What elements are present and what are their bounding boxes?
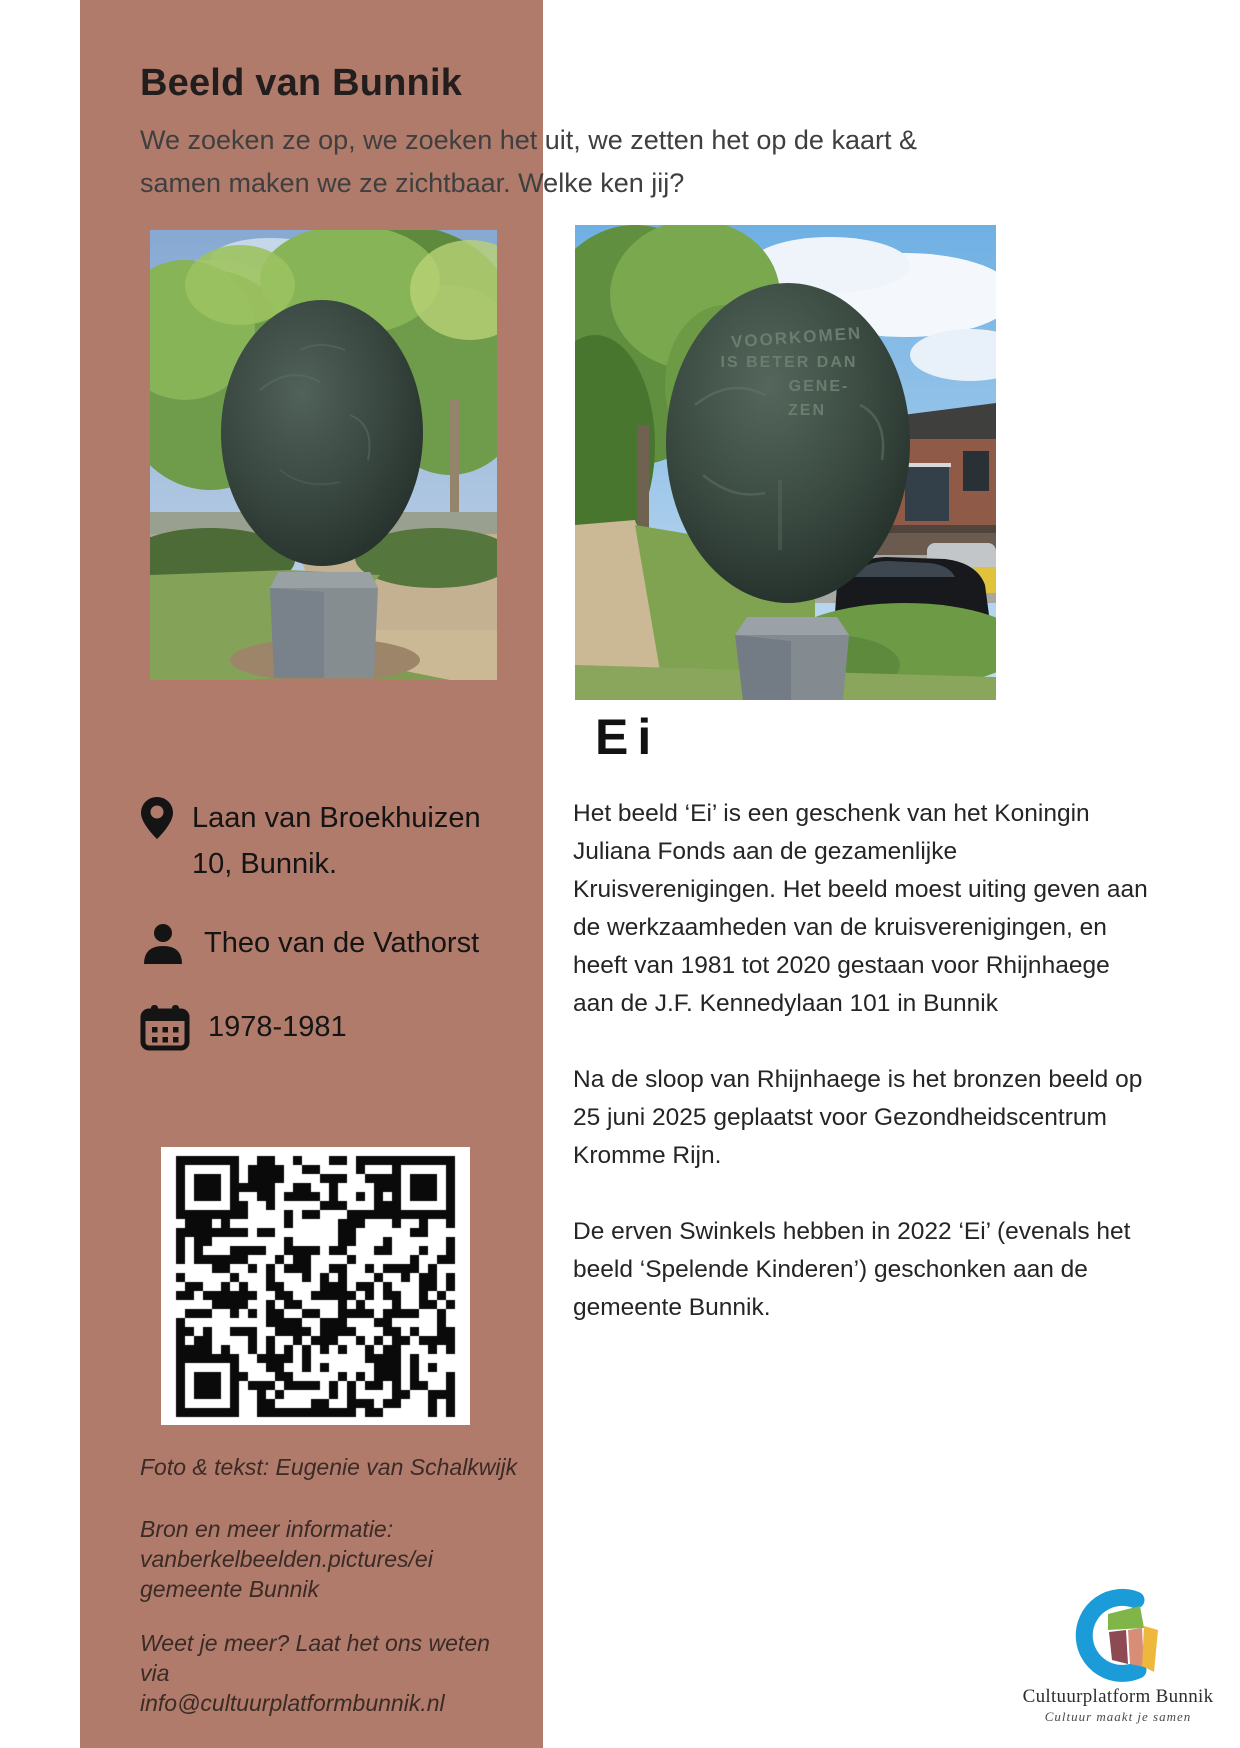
location-text: Laan van Broekhuizen 10, Bunnik. [192,802,481,880]
years-item [140,1003,500,1051]
egg-engraving-line-3: GENE- [788,378,850,395]
logo-name: Cultuurplatform Bunnik [1022,1686,1214,1707]
location-pin-icon [140,795,174,847]
egg-engraving-line-2: IS BETER DAN [720,354,858,371]
page-subtitle [140,119,980,205]
subtitle-line-1: We zoeken ze op, we zoeken het uit, we zetten het op de kaart & [140,125,917,155]
subtitle-line-2: samen maken we ze zichtbaar. Welke ken jij? [140,168,685,198]
qr-code-pattern [161,1147,470,1425]
contact-email: info@cultuurplatformbunnik.nl [140,1690,445,1716]
body-paragraph-2: Na de sloop van Rhijnhaege is het bronzen beeld op 25 juni 2025 geplaatst voor Gezondheidscentrum Kromme Rijn. [573,1066,1143,1169]
artist-text: Theo van de Vathorst [204,927,480,959]
egg-engraving-line-1: VOORKOMEN [730,323,863,352]
page-title: Beeld van Bunnik [140,62,463,104]
location-item [140,795,500,887]
years-text: 1978-1981 [208,1011,347,1043]
photo-credit: Foto & tekst: Eugenie van Schalkwijk [140,1454,518,1480]
body-paragraph-3: De erven Swinkels hebben in 2022 ‘Ei’ (evenals het beeld ‘Spelende Kinderen’) geschonken aan de gemeente Bunnik. [573,1218,1131,1321]
artwork-title: Ei [595,709,661,765]
source-info [140,1514,520,1604]
photo-sculpture-closeup [575,225,996,700]
artist-item [140,920,500,966]
person-icon [140,920,186,966]
contact-line: Weet je meer? Laat het ons weten via [140,1630,490,1686]
photo-sculpture-street-view [150,230,497,680]
cultuurplatform-logo-icon [1070,1588,1166,1682]
egg-engraving-line-4: ZEN [788,402,826,419]
qr-code [161,1147,470,1425]
contact-info [140,1628,520,1718]
source-heading: Bron en meer informatie: [140,1516,394,1542]
logo-tagline: Cultuur maakt je samen [1044,1709,1192,1724]
calendar-icon [140,1003,190,1051]
body-paragraph-1: Het beeld ‘Ei’ is een geschenk van het Koningin Juliana Fonds aan de gezamenlijke Kruisverenigingen. Het beeld moest uiting geven aan de werkzaamheden van de kruisverenigingen, en heeft van 1981 tot 2020 gestaan voor Rhijnhaege aan de J.F. Kennedylaan 101 in Bunnik [573,800,1148,1017]
source-url: vanberkelbeelden.pictures/ei [140,1546,433,1572]
header [140,62,980,205]
body-text [573,795,1151,1365]
cultuurplatform-logo [1008,1588,1228,1725]
source-gemeente: gemeente Bunnik [140,1576,320,1602]
